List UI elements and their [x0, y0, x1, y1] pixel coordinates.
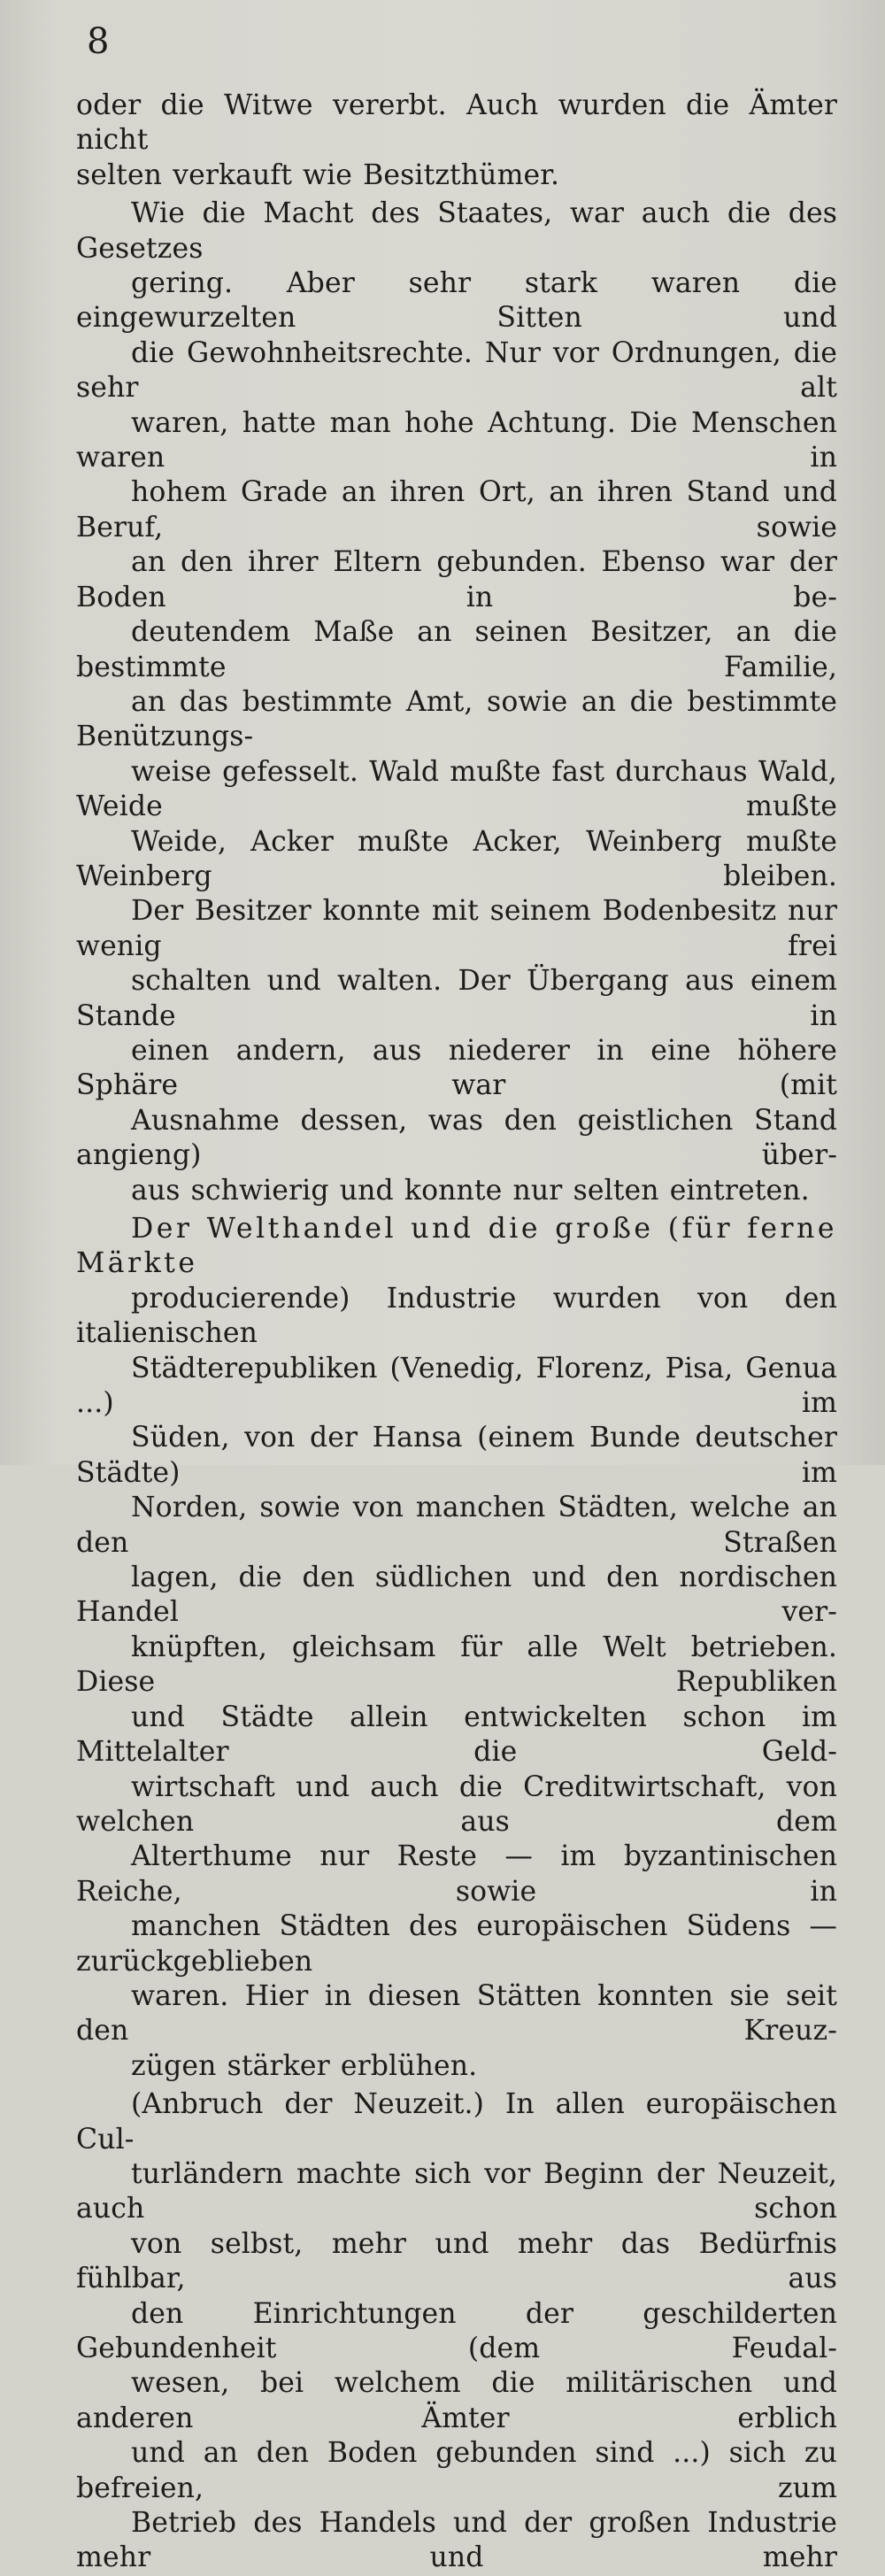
text-line: zügen stärker erblühen.	[131, 2049, 478, 2082]
text-line: oder die Witwe vererbt. Auch wurden die Ämter nicht	[76, 89, 837, 157]
page-number: 8	[87, 21, 110, 62]
text-line: weise gefesselt. Wald mußte fast durchaus Wald, Weide mußte	[76, 755, 837, 823]
paragraph-4	[76, 2087, 837, 2576]
text-line: Wie die Macht des Staates, war auch die des Gesetzes	[76, 197, 837, 265]
text-line: (Anbruch der Neuzeit.) In allen europäischen Cul-	[76, 2088, 837, 2156]
text-line: aus schwierig und konnte nur selten eintreten.	[131, 1174, 810, 1207]
text-line: einen andern, aus niederer in eine höhere Sphäre war (mit	[76, 1034, 837, 1102]
text-line: waren, hatte man hohe Achtung. Die Menschen waren in	[76, 406, 837, 474]
text-line: Ausnahme dessen, was den geistlichen Stand angieng) über-	[76, 1104, 837, 1172]
text-line: turländern machte sich vor Beginn der Neuzeit, auch schon	[76, 2157, 837, 2225]
text-line: lagen, die den südlichen und den nordischen Handel ver-	[76, 1562, 837, 1629]
text-line: wesen, bei welchem die militärischen und anderen Ämter erblich	[76, 2367, 837, 2434]
paragraph-1	[76, 89, 837, 193]
text-line: die Gewohnheitsrechte. Nur vor Ordnungen, die sehr alt	[76, 336, 837, 405]
text-line: hohem Grade an ihren Ort, an ihren Stand und Beruf, sowie	[76, 476, 837, 544]
text-line: Städterepubliken (Venedig, Florenz, Pisa, Genua ...) im	[76, 1352, 837, 1420]
text-line: gering. Aber sehr stark waren die eingewurzelten Sitten und	[76, 267, 837, 335]
text-line: selten verkauft wie Besitzthümer.	[76, 158, 560, 191]
text-line: Weide, Acker mußte Acker, Weinberg mußte Weinberg bleiben.	[76, 825, 837, 892]
text-line: schalten und walten. Der Übergang aus einem Stande in	[76, 965, 837, 1032]
text-line: Süden, von der Hansa (einem Bunde deutscher Städte) im	[76, 1422, 837, 1489]
text-line: wirtschaft und auch die Creditwirtschaft, von welchen aus dem	[76, 1770, 837, 1838]
text-line: an das bestimmte Amt, sowie an die bestimmte Benützungs-	[76, 685, 837, 753]
text-line: den Einrichtungen der geschilderten Gebundenheit (dem Feudal-	[76, 2297, 837, 2364]
text-line: waren. Hier in diesen Stätten konnten sie seit den Kreuz-	[76, 1979, 837, 2048]
text-line: und an den Boden gebunden sind ...) sich zu befreien, zum	[76, 2437, 837, 2504]
text-line: und Städte allein entwickelten schon im Mittelalter die Geld-	[76, 1701, 837, 1769]
text-line: von selbst, mehr und mehr das Bedürfnis fühlbar, aus	[76, 2227, 837, 2295]
text-line: Der Besitzer konnte mit seinem Bodenbesitz nur wenig frei	[76, 895, 837, 962]
text-line: Der Welthandel und die große (für ferne Märkte	[76, 1213, 837, 1280]
text-line: deutendem Maße an seinen Besitzer, an die bestimmte Familie,	[76, 616, 837, 683]
text-line: Norden, sowie von manchen Städten, welche an den Straßen	[76, 1492, 837, 1559]
text-line: manchen Städten des europäischen Südens — zurückgeblieben	[76, 1910, 837, 1978]
text-line: Betrieb des Handels und der großen Industrie mehr und mehr	[76, 2507, 837, 2574]
paragraph-2	[76, 197, 837, 1208]
paragraph-3	[76, 1212, 837, 2084]
text-line: an den ihrer Eltern gebunden. Ebenso war der Boden in be-	[76, 546, 837, 613]
body-text	[76, 89, 837, 2576]
text-line: knüpften, gleichsam für alle Welt betrieben. Diese Republiken	[76, 1631, 837, 1699]
text-line: Alterthume nur Reste — im byzantinischen Reiche, sowie in	[76, 1840, 837, 1908]
text-line: producierende) Industrie wurden von den italienischen	[76, 1282, 837, 1350]
